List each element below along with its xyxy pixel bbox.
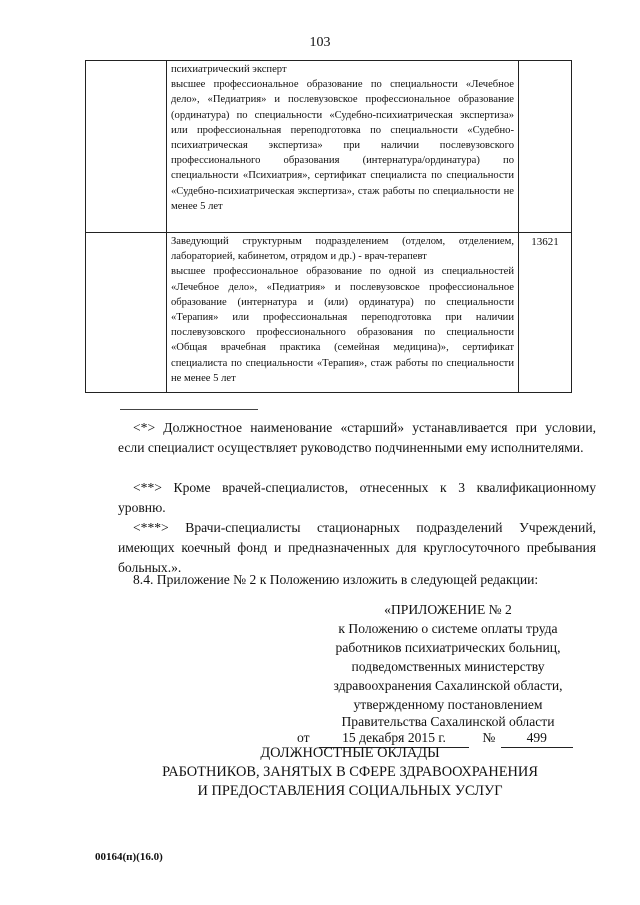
appendix-number: 499 (501, 729, 573, 748)
appendix-line: утвержденному постановлением (353, 697, 543, 712)
table-cell-blank (86, 61, 167, 233)
footnote-separator (120, 409, 258, 410)
clause-text: 8.4. Приложение № 2 к Положению изложить в следующей редакции: (133, 572, 539, 587)
title-line: И ПРЕДОСТАВЛЕНИЯ СОЦИАЛЬНЫХ УСЛУГ (197, 783, 503, 799)
table-row (86, 233, 572, 393)
document-code: 00164(п)(16.0) (95, 851, 163, 863)
page-number: 103 (309, 35, 331, 50)
appendix-line: здравоохранения Сахалинской области, (333, 678, 563, 693)
document-title (100, 744, 600, 801)
appendix-line: работников психиатрических больниц, (335, 640, 561, 655)
appendix-line: подведомственных министерству (351, 659, 545, 674)
title-line: РАБОТНИКОВ, ЗАНЯТЫХ В СФЕРЕ ЗДРАВООХРАНЕНИЯ (162, 764, 538, 780)
salary-table (85, 60, 572, 393)
salary-cell (519, 61, 572, 233)
footnote: <**> Кроме врачей-специалистов, отнесенных к 3 квалификационному уровню. (118, 480, 596, 515)
appendix-date: 15 декабря 2015 г. (319, 729, 469, 748)
appendix-heading: «ПРИЛОЖЕНИЕ № 2 (384, 602, 512, 617)
table-cell-blank (86, 233, 167, 393)
title-line: ДОЛЖНОСТНЫЕ ОКЛАДЫ (260, 745, 440, 761)
position-requirements-cell: Заведующий структурным подразделением (отделом, отделением, лабораторией, кабинетом, отрядом и др.) - врач-терапевт высшее профессиональное образование по одной из специальностей «Лечебное дело», «Педиатрия» и послевузовское профессиональное образование (интернатура и (или) ординатура) по специальности «Терапия» или профессиональная переподготовка при наличии послевузовского профессионального образования по специальности «Общая врачебная практика (семейная медицина)», сертификат специалиста по специальности «Терапия», стаж работы по специальности не менее 5 лет (167, 233, 519, 393)
table-row (86, 61, 572, 233)
date-prefix: от (297, 730, 310, 745)
footnote: <*> Должностное наименование «старший» устанавливается при условии, если специалист осуществляет руководство подчиненными ему исполнителями. (118, 420, 596, 455)
appendix-line: к Положению о системе оплаты труда (338, 621, 558, 636)
position-requirements-cell: психиатрический эксперт высшее профессиональное образование по специальности «Лечебное дело», «Педиатрия» и послевузовское профессиональное образование (ординатура) по специальности «Судебно-психиатрическая экспертиза» или профессиональная переподготовка по специальности «Судебно-психиатрическая экспертиза» при наличии послевузовского профессионального образования (интернатура/ординатура) по специальности «Психиатрия», сертификат специалиста по специальности «Судебно-психиатрическая экспертиза», стаж работы по специальности не менее 5 лет (167, 61, 519, 233)
number-prefix: № (482, 730, 496, 745)
appendix-line: Правительства Сахалинской области (341, 714, 555, 729)
footnote: <***> Врачи-специалисты стационарных подразделений Учреждений, имеющих коечный фонд и предназначенных для круглосуточного пребывания больных.». (118, 520, 596, 575)
salary-cell: 13621 (519, 233, 572, 393)
